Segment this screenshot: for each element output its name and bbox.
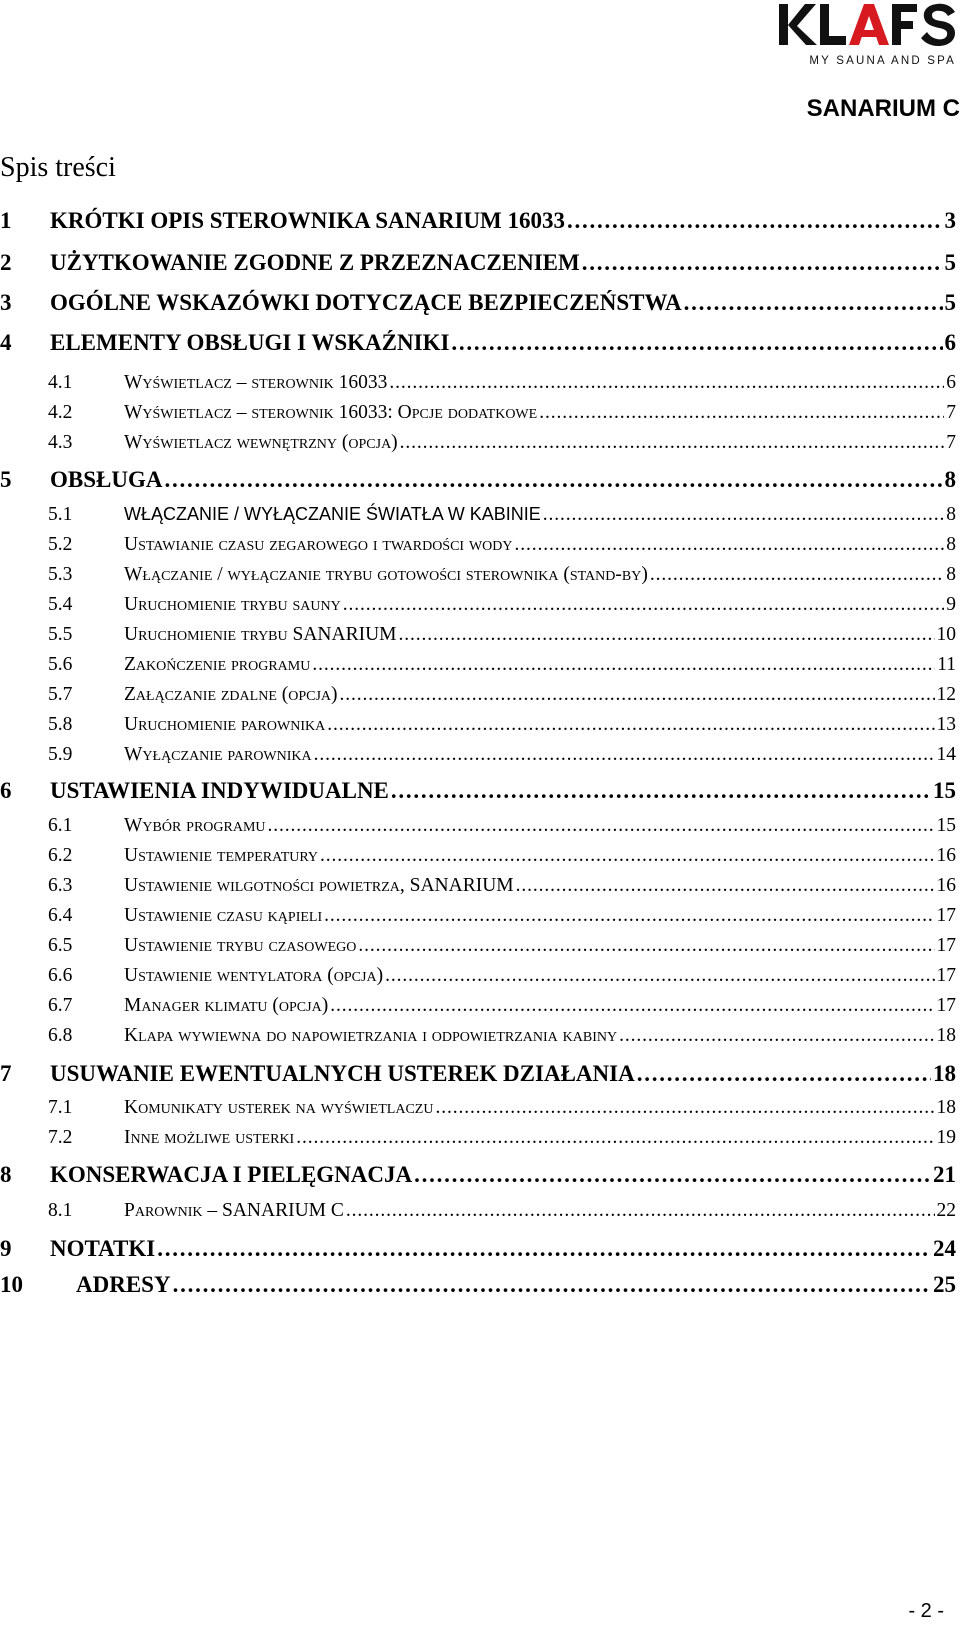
page-number: - 2 -	[908, 1600, 944, 1622]
toc-entry[interactable]	[0, 1162, 956, 1188]
toc-entry-page: 6	[946, 372, 956, 393]
toc-leader-dots	[650, 564, 944, 586]
toc-entry-title: ELEMENTY OBSŁUGI I WSKAŹNIKI	[50, 330, 450, 355]
toc-leader-dots	[358, 935, 934, 957]
toc-entry-page: 16	[936, 845, 956, 866]
toc-entry-number: 6.4	[48, 905, 73, 926]
toc-entry-number: 5.7	[48, 684, 73, 705]
toc-entry-title: Inne możliwe usterki	[124, 1127, 295, 1148]
toc-entry-title: Ustawienie czasu kąpieli	[124, 905, 323, 926]
toc-entry-title: Ustawienie temperatury	[124, 845, 319, 866]
toc-leader-dots	[296, 1127, 934, 1149]
toc-entry-title: Parownik – SANARIUM C	[124, 1200, 344, 1221]
toc-leader-dots	[399, 624, 935, 646]
toc-entry[interactable]	[24, 845, 956, 867]
toc-entry[interactable]	[24, 1127, 956, 1149]
toc-leader-dots	[320, 845, 934, 867]
toc-entry-number: 5.2	[48, 534, 73, 555]
toc-entry[interactable]	[0, 330, 956, 356]
toc-entry[interactable]	[24, 714, 956, 736]
toc-entry-title: Zakończenie programu	[124, 654, 311, 675]
toc-entry-title: KRÓTKI OPIS STEROWNIKA SANARIUM 16033	[50, 208, 566, 233]
toc-entry[interactable]	[24, 564, 956, 586]
toc-entry[interactable]	[24, 995, 956, 1017]
toc-entry-page: 17	[936, 905, 956, 926]
toc-entry-number: 4.3	[48, 432, 73, 453]
toc-entry-title: OBSŁUGA	[50, 467, 163, 492]
toc-entry-page: 17	[936, 995, 956, 1016]
toc-entry-title: Wyłączanie parownika	[124, 744, 312, 765]
toc-entry-page: 15	[936, 815, 956, 836]
toc-entry-number: 6.2	[48, 845, 73, 866]
toc-entry-page: 18	[936, 1097, 956, 1118]
toc-entry[interactable]	[24, 744, 956, 766]
toc-entry-number: 5.5	[48, 624, 73, 645]
toc-entry-number: 1	[0, 208, 12, 233]
toc-leader-dots	[385, 965, 934, 987]
toc-entry-title: Ustawienie wentylatora (opcja)	[124, 965, 384, 986]
toc-entry-page: 3	[944, 208, 956, 233]
toc-entry-number: 5	[0, 467, 12, 492]
toc-entry-title: USUWANIE EWENTUALNYCH USTEREK DZIAŁANIA	[50, 1061, 635, 1086]
toc-entry-title: Ustawienie wilgotności powietrza, SANARIUM	[124, 875, 514, 896]
toc-entry-number: 7.2	[48, 1127, 73, 1148]
toc-entry-number: 6.7	[48, 995, 73, 1016]
toc-entry-title: Komunikaty usterek na wyświetlaczu	[124, 1097, 434, 1118]
toc-leader-dots	[343, 594, 945, 616]
toc-entry-title: Klapa wywiewna do napowietrzania i odpowietrzania kabiny	[124, 1025, 618, 1046]
toc-entry-title: Uruchomienie trybu SANARIUM	[124, 624, 397, 645]
toc-entry-number: 9	[0, 1236, 12, 1261]
toc-leader-dots	[314, 744, 935, 766]
toc-entry-number: 7	[0, 1061, 12, 1086]
toc-entry-page: 8	[946, 504, 956, 525]
toc-leader-dots	[157, 1236, 931, 1262]
toc-entry-title: USTAWIENIA INDYWIDUALNE	[50, 778, 389, 803]
toc-entry[interactable]	[24, 1097, 956, 1119]
toc-entry-number: 5.1	[48, 504, 73, 525]
toc-entry-title: WŁĄCZANIE / WYŁĄCZANIE ŚWIATŁA W KABINIE	[124, 504, 541, 524]
toc-leader-dots	[346, 1200, 935, 1222]
toc-entry[interactable]	[24, 624, 956, 646]
toc-entry[interactable]	[24, 402, 956, 424]
toc-leader-dots	[515, 534, 945, 556]
toc-leader-dots	[414, 1162, 931, 1188]
toc-entry[interactable]	[24, 905, 956, 927]
toc-entry-number: 10	[0, 1272, 23, 1297]
toc-entry-title: Załączanie zdalne (opcja)	[124, 684, 338, 705]
toc-entry-page: 11	[937, 654, 956, 675]
toc-entry-page: 7	[946, 402, 956, 423]
toc-entry-title: Ustawianie czasu zegarowego i twardości wody	[124, 534, 513, 555]
toc-entry-number: 4.2	[48, 402, 73, 423]
toc-entry-number: 5.8	[48, 714, 73, 735]
toc-entry-number: 2	[0, 250, 12, 275]
toc-entry-page: 7	[946, 432, 956, 453]
toc-entry-number: 8.1	[48, 1200, 73, 1221]
toc-leader-dots	[684, 290, 943, 316]
toc-heading: Spis treści	[0, 152, 116, 183]
toc-entry-page: 5	[944, 250, 956, 275]
toc-leader-dots	[516, 875, 935, 897]
toc-entry[interactable]	[24, 1200, 956, 1222]
toc-entry-number: 5.3	[48, 564, 73, 585]
toc-leader-dots	[330, 995, 934, 1017]
toc-entry-page: 18	[933, 1061, 956, 1086]
toc-entry[interactable]	[24, 965, 956, 987]
toc-entry-title: Wyświetlacz wewnętrzny (opcja)	[124, 432, 398, 453]
toc-entry-page: 24	[933, 1236, 956, 1261]
toc-entry-page: 17	[936, 935, 956, 956]
toc-entry-title: Uruchomienie parownika	[124, 714, 326, 735]
toc-leader-dots	[543, 504, 945, 526]
toc-entry[interactable]	[0, 1272, 956, 1298]
toc-entry[interactable]	[24, 684, 956, 706]
toc-entry[interactable]	[0, 290, 956, 316]
toc-leader-dots	[391, 778, 931, 804]
toc-entry-number: 3	[0, 290, 12, 315]
toc-entry[interactable]	[24, 504, 956, 526]
logo-tagline: MY SAUNA AND SPA	[809, 55, 956, 67]
toc-entry-page: 19	[936, 1127, 956, 1148]
toc-entry-number: 7.1	[48, 1097, 73, 1118]
toc-leader-dots	[164, 467, 942, 493]
toc-entry[interactable]	[24, 594, 956, 616]
toc-entry-number: 6.1	[48, 815, 73, 836]
toc-entry-page: 9	[946, 594, 956, 615]
toc-entry-title: Ustawienie trybu czasowego	[124, 935, 357, 956]
toc-entry-page: 12	[936, 684, 956, 705]
toc-entry[interactable]	[0, 467, 956, 493]
toc-entry[interactable]	[24, 815, 956, 837]
toc-entry-title: Manager klimatu (opcja)	[124, 995, 329, 1016]
toc-entry-number: 8	[0, 1162, 12, 1187]
toc-entry-title: Włączanie / wyłączanie trybu gotowości sterownika (stand-by)	[124, 564, 648, 585]
toc-leader-dots	[389, 372, 944, 394]
toc-entry-page: 22	[936, 1200, 956, 1221]
toc-leader-dots	[539, 402, 944, 424]
toc-entry-number: 6	[0, 778, 12, 803]
toc-leader-dots	[268, 815, 935, 837]
toc-entry-title: Wybór programu	[124, 815, 266, 836]
toc-entry-number: 4.1	[48, 372, 73, 393]
toc-entry-page: 8	[946, 564, 956, 585]
toc-entry-page: 25	[933, 1272, 956, 1297]
toc-entry[interactable]	[24, 654, 956, 676]
toc-entry-title: ADRESY	[76, 1272, 171, 1297]
toc-entry-page: 8	[946, 534, 956, 555]
toc-entry[interactable]	[24, 534, 956, 556]
toc-leader-dots	[312, 654, 935, 676]
toc-entry-number: 6.6	[48, 965, 73, 986]
toc-leader-dots	[582, 250, 943, 276]
toc-entry-page: 13	[936, 714, 956, 735]
toc-entry-title: Wyświetlacz – sterownik 16033: Opcje dodatkowe	[124, 402, 538, 423]
toc-leader-dots	[400, 432, 945, 454]
toc-leader-dots	[637, 1061, 931, 1087]
toc-entry-title: OGÓLNE WSKAZÓWKI DOTYCZĄCE BEZPIECZEŃSTWA	[50, 290, 682, 315]
toc-entry-page: 6	[944, 330, 956, 355]
toc-entry-title: KONSERWACJA I PIELĘGNACJA	[50, 1162, 413, 1187]
toc-entry[interactable]	[24, 432, 956, 454]
toc-entry-number: 6.3	[48, 875, 73, 896]
toc-entry[interactable]	[24, 875, 956, 897]
toc-entry-number: 5.4	[48, 594, 73, 615]
toc-entry-page: 5	[944, 290, 956, 315]
toc-entry-page: 14	[936, 744, 956, 765]
toc-entry-page: 15	[933, 778, 956, 803]
toc-entry-page: 10	[936, 624, 956, 645]
toc-entry-page: 21	[933, 1162, 956, 1187]
toc-leader-dots	[435, 1097, 934, 1119]
toc-leader-dots	[567, 208, 942, 234]
toc-entry[interactable]	[24, 935, 956, 957]
toc-entry-number: 4	[0, 330, 12, 355]
toc-leader-dots	[340, 684, 935, 706]
toc-entry-page: 16	[936, 875, 956, 896]
toc-entry[interactable]	[0, 1236, 956, 1262]
toc-entry-title: Uruchomienie trybu sauny	[124, 594, 341, 615]
toc-entry-page: 18	[936, 1025, 956, 1046]
toc-entry[interactable]	[0, 1061, 956, 1087]
toc-entry[interactable]	[24, 1025, 956, 1047]
toc-entry[interactable]	[0, 208, 956, 234]
toc-entry[interactable]	[24, 372, 956, 394]
toc-leader-dots	[327, 714, 934, 736]
toc-leader-dots	[451, 330, 942, 356]
toc-leader-dots	[619, 1025, 934, 1047]
toc-entry-title: NOTATKI	[50, 1236, 156, 1261]
toc-entry[interactable]	[0, 250, 956, 276]
toc-entry-page: 17	[936, 965, 956, 986]
toc-entry-number: 6.8	[48, 1025, 73, 1046]
product-name: SANARIUM C	[806, 95, 960, 122]
toc-entry-number: 5.9	[48, 744, 73, 765]
toc-leader-dots	[173, 1272, 931, 1298]
toc-entry-number: 5.6	[48, 654, 73, 675]
toc-entry-number: 6.5	[48, 935, 73, 956]
toc-entry-page: 8	[944, 467, 956, 492]
toc-entry[interactable]	[0, 778, 956, 804]
toc-entry-title: UŻYTKOWANIE ZGODNE Z PRZEZNACZENIEM	[50, 250, 580, 275]
toc-entry-title: Wyświetlacz – sterownik 16033	[124, 372, 388, 393]
toc-leader-dots	[324, 905, 934, 927]
